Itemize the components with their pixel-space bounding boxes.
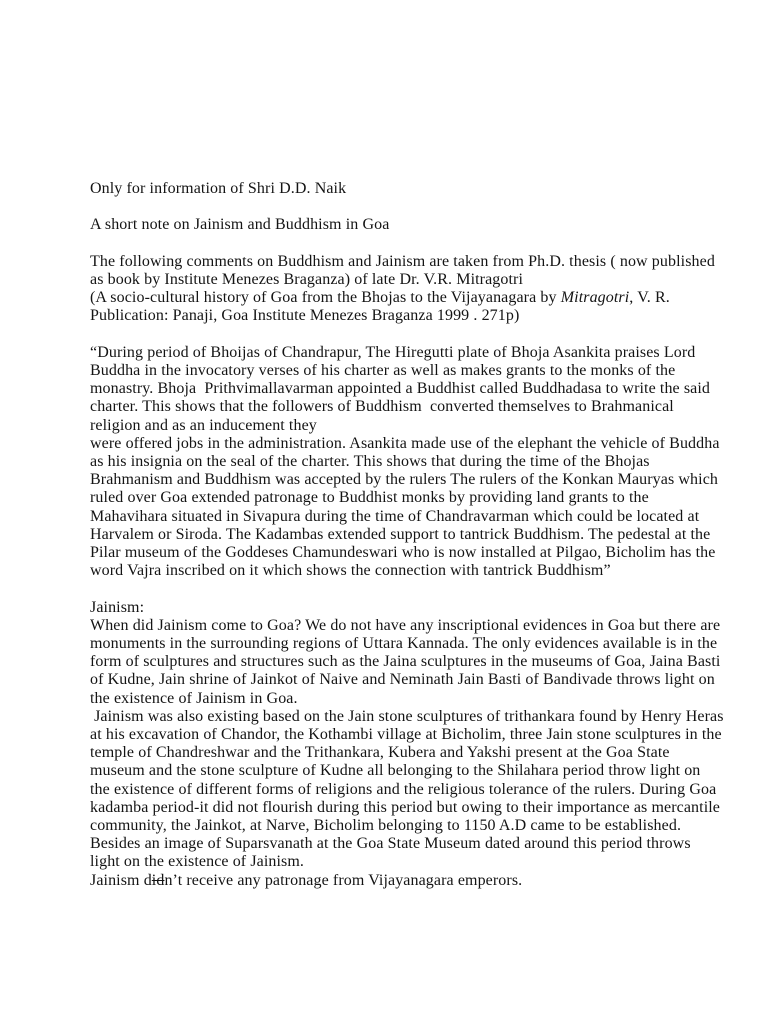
text-line: Publication: Panaji, Goa Institute Menezes Braganza 1999 . 271p): [90, 307, 520, 325]
text-line: A short note on Jainism and Buddhism in Goa: [90, 216, 390, 234]
text-line: charter. This shows that the followers of Buddhism converted themselves to Brahmanical: [90, 398, 674, 416]
title: [90, 216, 712, 234]
text-line: Mahavihara situated in Sivapura during the time of Chandravarman which could be located at: [90, 507, 700, 525]
document-body: [90, 180, 724, 890]
recipient-note: [90, 180, 712, 198]
buddhism-quote-paragraph: [90, 343, 720, 581]
text-line: form of sculptures and structures such as the Jaina sculptures in the museums of Goa, Jaina Basti: [90, 653, 721, 671]
text-line: Jainism:: [90, 598, 145, 616]
text-line: Only for information of Shri D.D. Naik: [90, 180, 347, 197]
source-reference-paragraph: [90, 252, 715, 326]
jainism-section: [90, 598, 724, 890]
text-line: as his insignia on the seal of the charter. This shows that during the time of the Bhojas: [90, 453, 650, 470]
text-line: monastry. Bhoja Prithvimallavarman appointed a Buddhist called Buddhadasa to write the said: [90, 380, 711, 398]
text-line: religion and as an inducement they: [90, 416, 317, 434]
text-segment: n’t receive any patronage from Vijayanagara emperors.: [164, 871, 523, 889]
text-line: The following comments on Buddhism and Jainism are taken from Ph.D. thesis ( now published: [90, 252, 715, 270]
text-line: community, the Jainkot, at Narve, Bicholim belonging to 1150 A.D came to be established.: [90, 817, 682, 835]
text-line: as book by Institute Menezes Braganza) of late Dr. V.R. Mitragotri: [90, 270, 524, 288]
text-line: of Kudne, Jain shrine of Jainkot of Naive and Neminath Jain Basti of Bandivade throws light on: [90, 671, 715, 689]
text-line: [90, 872, 712, 890]
text-line: “During period of Bhoijas of Chandrapur, The Hiregutti plate of Bhoja Asankita praises Lord: [90, 343, 696, 361]
text-line: at his excavation of Chandor, the Kothambi village at Bicholim, three Jain stone sculptures in the: [90, 726, 722, 744]
text-line: light on the existence of Jainism.: [90, 853, 305, 871]
text-line: Besides an image of Suparsvanath at the Goa State Museum dated around this period throws: [90, 835, 691, 853]
text-line: [90, 289, 712, 307]
text-segment: , V. R.: [629, 289, 670, 307]
text-line: museum and the stone sculpture of Kudne all belonging to the Shilahara period throw light on: [90, 762, 701, 780]
text-line: temple of Chandreshwar and the Trithankara, Kubera and Yakshi present at the Goa State: [90, 744, 670, 762]
text-line: Harvalem or Siroda. The Kadambas extended support to tantrick Buddhism. The pedestal at the: [90, 525, 711, 543]
text-line: Jainism was also existing based on the Jain stone sculptures of trithankara found by Henry Heras: [90, 707, 724, 725]
text-line: word Vajra inscribed on it which shows the connection with tantrick Buddhism”: [90, 562, 611, 580]
text-line: were offered jobs in the administration. Asankita made use of the elephant the vehicle of Buddha: [90, 434, 720, 452]
text-line: ruled over Goa extended patronage to Buddhist monks by providing land grants to the: [90, 489, 649, 507]
text-segment: (A socio-cultural history of Goa from the Bhojas to the Vijayanagara by: [90, 289, 561, 307]
text-line: When did Jainism come to Goa? We do not have any inscriptional evidences in Goa but there are: [90, 616, 721, 634]
text-line: monuments in the surrounding regions of Uttara Kannada. The only evidences available is in the: [90, 635, 718, 653]
text-line: Buddha in the invocatory verses of his charter as well as makes grants to the monks of the: [90, 361, 676, 379]
text-line: kadamba period-it did not flourish during this period but owing to their importance as mercantile: [90, 798, 720, 816]
text-segment-struck: id: [151, 871, 165, 889]
text-line: Brahmanism and Buddhism was accepted by the rulers The rulers of the Konkan Mauryas which: [90, 471, 719, 489]
text-line: Pilar museum of the Goddeses Chamundeswari who is now installed at Pilgao, Bicholim has the: [90, 544, 716, 562]
text-line: the existence of different forms of religions and the religious tolerance of the rulers. During Goa: [90, 780, 717, 798]
text-line: the existence of Jainism in Goa.: [90, 689, 298, 707]
text-segment-italic: Mitragotri: [560, 289, 630, 307]
text-segment: Jainism d: [90, 871, 152, 889]
